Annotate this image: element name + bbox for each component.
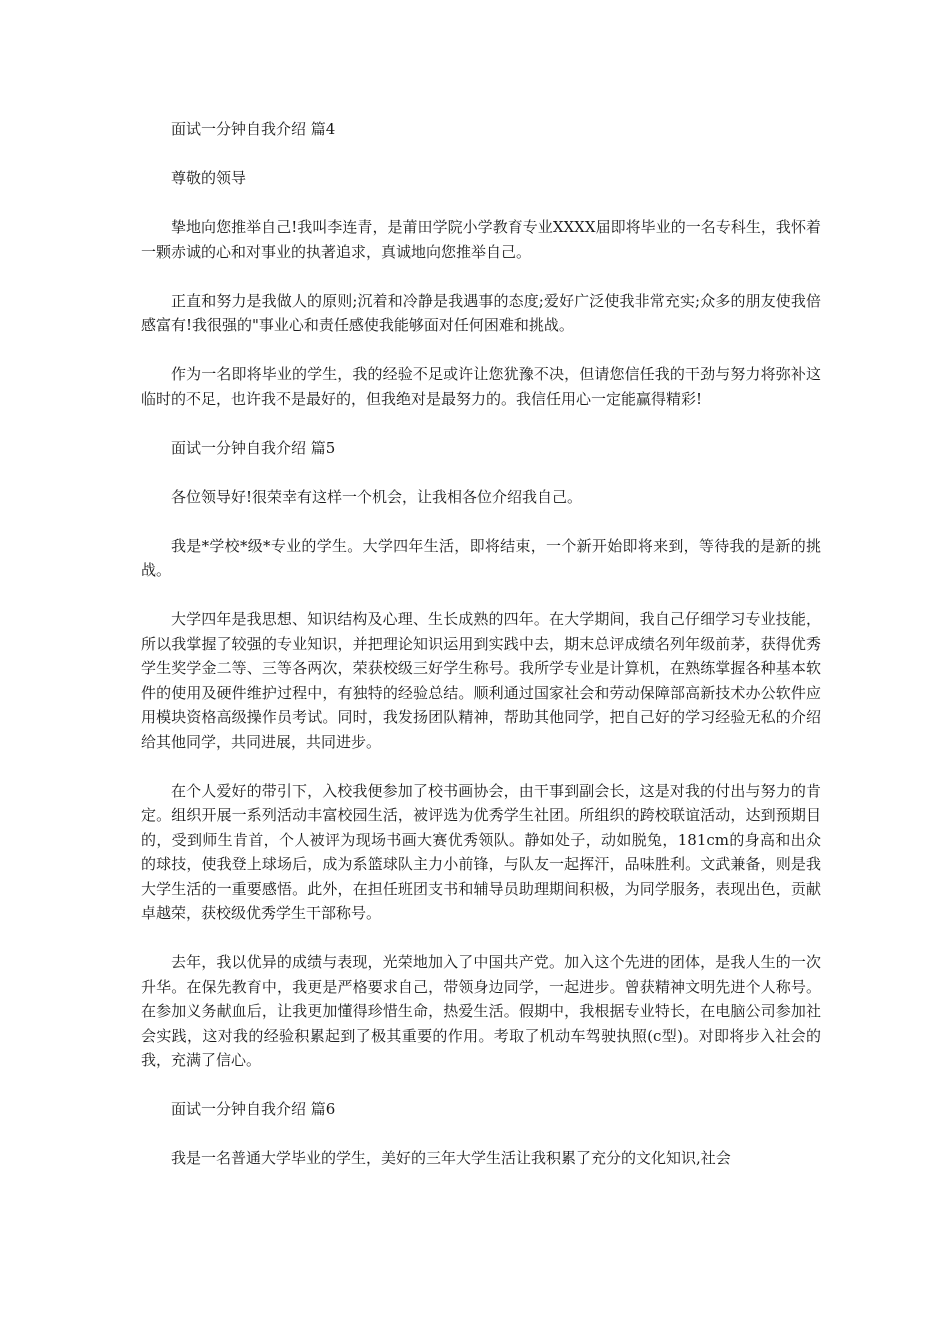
section-5-paragraph-1: 各位领导好!很荣幸有这样一个机会，让我相各位介绍我自己。 [171, 487, 583, 506]
document-page [141, 117, 821, 1195]
section-5-paragraph-3: 大学四年是我思想、知识结构及心理、生长成熟的四年。在大学期间，我自己仔细学习专业技能，所以我掌握了较强的专业知识，并把理论知识运用到实践中去，期末总评成绩名列年级前茅，获得优秀学生奖学金二等、三等各两次，荣获校级三好学生称号。我所学专业是计算机，在熟练掌握各种基本软件的使用及硬件维护过程中，有独特的经验总结。顺利通过国家社会和劳动保障部高新技术办公软件应用模块资格高级操作员考试。同时，我发扬团队精神，帮助其他同学，把自己好的学习经验无私的介绍给其他同学，共同进展，共同进步。 [141, 610, 821, 751]
section-4-paragraph-2: 正直和努力是我做人的原则;沉着和冷静是我遇事的态度;爱好广泛使我非常充实;众多的朋友使我倍感富有!我很强的"事业心和责任感使我能够面对任何困难和挑战。 [141, 291, 821, 334]
section-4-greeting: 尊敬的领导 [171, 169, 247, 187]
section-6-heading: 面试一分钟自我介绍 篇6 [171, 1100, 336, 1118]
section-5-paragraph-4: 在个人爱好的带引下，入校我便参加了校书画协会，由干事到副会长，这是对我的付出与努力的肯定。组织开展一系列活动丰富校园生活，被评选为优秀学生社团。所组织的跨校联谊活动，达到预期目的，受到师生肯首，个人被评为现场书画大赛优秀领队。静如处子，动如脱兔，181cm的身高和出众的球技，使我登上球场后，成为系篮球队主力小前锋，与队友一起挥汗，品味胜利。文武兼备，则是我大学生活的一重要感悟。此外，在担任班团支书和辅导员助理期间积极，为同学服务，表现出色，贡献卓越荣，获校级优秀学生干部称号。 [141, 781, 821, 922]
section-5-heading: 面试一分钟自我介绍 篇5 [171, 438, 336, 457]
section-5-paragraph-2: 我是*学校*级*专业的学生。大学四年生活，即将结束，一个新开始即将来到，等待我的是新的挑战。 [141, 536, 821, 579]
section-4-paragraph-1: 挚地向您推举自己!我叫李连青，是莆田学院小学教育专业XXXX届即将毕业的一名专科生，我怀着一颗赤诚的心和对事业的执著追求，真诚地向您推举自己。 [141, 218, 821, 261]
section-6-paragraph-1: 我是一名普通大学毕业的学生，美好的三年大学生活让我积累了充分的文化知识,社会 [171, 1149, 731, 1167]
section-5-paragraph-5: 去年，我以优异的成绩与表现，光荣地加入了中国共产党。加入这个先进的团体，是我人生的一次升华。在保先教育中，我更是严格要求自己，带领身边同学，一起进步。曾获精神文明先进个人称号。在参加义务献血后，让我更加懂得珍惜生命，热爱生活。假期中，我根据专业特长，在电脑公司参加社会实践，这对我的经验积累起到了极其重要的作用。考取了机动车驾驶执照(c型)。对即将步入社会的我，充满了信心。 [141, 953, 821, 1069]
section-4-heading: 面试一分钟自我介绍 篇4 [171, 120, 336, 138]
section-4-paragraph-3: 作为一名即将毕业的学生，我的经验不足或许让您犹豫不决，但请您信任我的干劲与努力将弥补这临时的不足，也许我不是最好的，但我绝对是最努力的。我信任用心一定能赢得精彩! [141, 365, 821, 408]
